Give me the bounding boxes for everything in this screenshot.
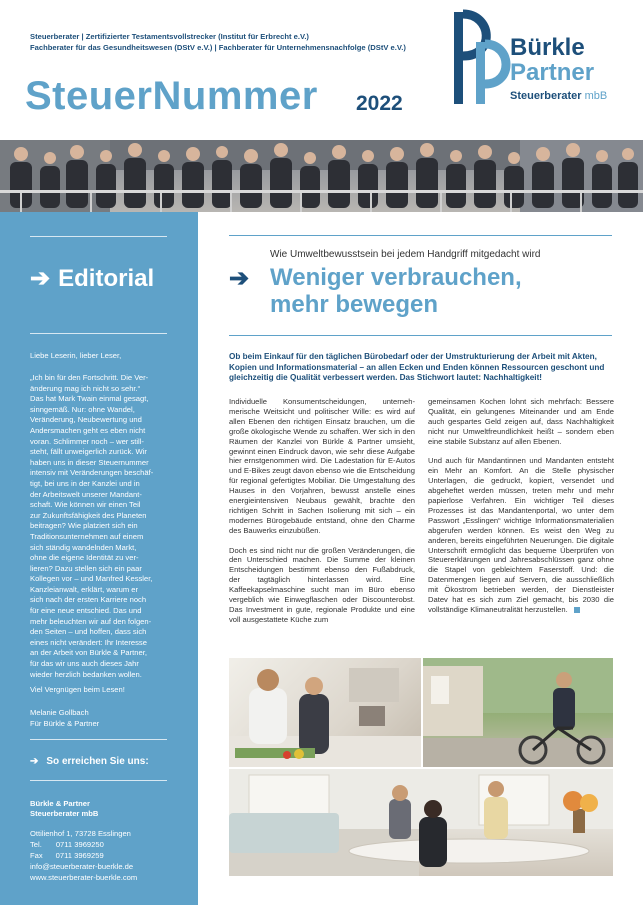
editorial-body-line: intensiv mit Veränderungen beschäf-: [30, 468, 154, 478]
editorial-body-line: voran. Schlimmer noch – wer still-: [30, 436, 144, 446]
credentials-line-1: Steuerberater | Zertifizierter Testamentsvollstrecker (Institut für Erbrecht e.V.): [30, 32, 309, 41]
logo-subtitle-suffix: mbB: [584, 90, 608, 102]
editorial-body-line: tigt, bei uns in der Kanzlei und in: [30, 478, 140, 488]
editorial-body-line: sich nach der ersten Karriere noch: [30, 595, 147, 605]
editorial-body-line: Das hat Mark Twain einmal gesagt,: [30, 394, 149, 404]
credentials: [30, 31, 450, 53]
photo-kitchen-illustration: [229, 658, 421, 767]
editorial-body-line: steht, fällt unweigerlich zurück. Wir: [30, 447, 147, 457]
divider: [30, 739, 167, 740]
phone-number[interactable]: 0711 3969250: [55, 840, 104, 849]
editorial-closing: Viel Vergnügen beim Lesen!: [30, 685, 125, 694]
logo-name-line-1: Bürkle: [510, 34, 585, 61]
editorial-body-line: ohne die eigene Identität zu ver-: [30, 553, 139, 563]
editorial-body-line: an der Arbeit von Bürkle & Partner,: [30, 648, 147, 658]
masthead: [0, 0, 643, 140]
editorial-heading: [30, 264, 154, 293]
firm-fax: [30, 851, 104, 862]
photo-kitchen: [229, 658, 421, 767]
photo-ebike-illustration: [423, 658, 613, 767]
editorial-body-line: Kanzleianwalt, erklärt, warum er: [30, 584, 139, 594]
photo-ebike: [423, 658, 613, 767]
editorial-body-line: der Arbeitswelt unserer Mandant-: [30, 489, 142, 499]
firm-email[interactable]: info@steuerberater-buerkle.de: [30, 862, 134, 871]
company-logo: [450, 8, 625, 114]
editorial-body-line: Traditionsunternehmen auf einem: [30, 531, 144, 541]
divider: [30, 333, 167, 334]
editorial-sidebar: [0, 212, 198, 905]
paragraph: gemeinsamen Kochen lohnt sich mehrfach: Bessere Qualität, ein gelungenes Miteinander und am Ende auch gespartes Geld zeigen auf, dass Nachhaltigkeit nicht nur Umweltfreundlichkeit heißt – sondern eben eine stabile Substanz auf allen Ebenen.: [428, 397, 614, 446]
headline-line-2: mehr bewegen: [270, 291, 439, 318]
article-headline: [270, 264, 522, 318]
editorial-greeting: Liebe Leserin, lieber Leser,: [30, 351, 122, 360]
paragraph-text: Und auch für Mandantinnen und Mandanten entsteht ein Mehr an Komfort. An die Stelle physischer Unterlagen, die gedruckt, kopiert, versendet und abgeheftet werden müssen, treten mehr und mehr papierlose Verfahren. Ein wichtiger Teil dieses Prozesses ist das Mandantenportal, wo unter dem Passwort „Esslingen“ wichtige Informationsmaterialien abgerufen werden können. Es weist den Weg zu anderen, bereits eingeführten Neuerungen. Die digitale Unterschrift ermöglicht das bequeme Überprüfen von Steuererklärungen und Jahresabschlüssen ganz ohne die Stapel von gebleichtem Faserstoff. Und: die Datenmengen liegen auf Servern, die ausschließlich mit Ökostrom betrieben werden, der Dienstleister Datev hat es sich zum Ziel gemacht, bis 2030 die vollständige Klimaneutralität herzustellen.: [428, 456, 614, 615]
arrow-right-icon: ➔: [229, 265, 250, 292]
editorial-body-line: „Ich bin für den Fortschritt. Die Ver-: [30, 373, 149, 382]
paragraph: Individuelle Konsumentscheidungen, unternehmerische Weitsicht und politischer Wille: es wird auf allen Ebenen den richtigen Einsatz brauchen, um die große ökologische Wende zu schaffen. Wer sich in den Räumen der Kanzlei von Bürkle & Partner umsieht, gewinnt einen Eindruck davon, wie sehr diese Aufgabe hier ernstgenommen wird. Die Ladestation für E-Autos und E-Bikes zeugt davon ebenso wie die Entscheidung für regional gefertigtes Mobiliar. Die Umgestaltung des Hauses in den Vorjahren, bewusst anstelle eines energieintensiven Neubaus gewählt, brachte den richtigen Schritt in Sachen Isolierung mit sich – ein modernes Bürogebäude entstand, ohne den Charme des Bauwerks einzubüßen.: [229, 397, 415, 535]
editorial-body-line: sich ständig wandelnden Markt,: [30, 542, 137, 552]
article-column-2: [428, 397, 614, 625]
editorial-body-line: schaft. Wie können wir einen Teil: [30, 500, 141, 510]
article-lead: Ob beim Einkauf für den täglichen Bürobedarf oder der Umstrukturierung der Arbeit mit Akten, Kopien und Informationsmaterial – an allen Ecken und Enden können Ressourcen geschont und gleichzeitig die Qualität verbessert werden. Das Stichwort lautet: Nachhaltigkeit!: [229, 352, 605, 383]
editorial-body-line: haben uns in dieser Steuernummer: [30, 457, 149, 467]
firm-website[interactable]: www.steuerberater-buerkle.com: [30, 873, 138, 882]
editorial-body-line: lieren? Dazu stellen sich ein paar: [30, 563, 142, 573]
paragraph: Doch es sind nicht nur die großen Veränderungen, die den Unterschied machen. Die Summe der kleinen Entscheidungen bestimmt ebenso den Fußabdruck, der tagtäglich hinterlassen wird. Eine Kaffeekapselmaschine sucht man im Büro ebenso vergeblich wie Einwegflaschen oder Discounterobst. Das Investment in gute, regionale Produkte und eine voll ausgestattete Küche zum: [229, 545, 415, 624]
editorial-body-line: Andersmachen geht es eben nicht: [30, 425, 146, 435]
article-column-1: [229, 397, 415, 635]
editorial-body-line: Kollegen vor – und Manfred Kessler,: [30, 574, 153, 584]
editorial-body-line: änderung mag ich nicht so sehr.“: [30, 383, 141, 393]
divider: [229, 335, 612, 336]
firm-type: Steuerberater mbB: [30, 809, 99, 818]
contact-heading: [30, 756, 149, 767]
firm-address: Ottilienhof 1, 73728 Esslingen: [30, 829, 131, 838]
signature-firm: Für Bürkle & Partner: [30, 719, 100, 728]
editorial-body-line: mehr beleuchten wir auf den folgen-: [30, 616, 152, 626]
arrow-right-icon: ➔: [30, 265, 51, 292]
team-photo: [0, 140, 643, 212]
divider: [229, 235, 612, 236]
editorial-body-line: beitragen? Wie platziert sich ein: [30, 521, 138, 531]
editorial-body-line: zur Zukunftsfähigkeit des Planeten: [30, 510, 147, 520]
editorial-heading-text: Editorial: [58, 265, 155, 292]
credentials-line-2: Fachberater für das Gesundheitswesen (DStV e.V.) | Fachberater für Unternehmensnachfolge (DStV e.V.): [30, 43, 406, 52]
end-mark-icon: [574, 607, 580, 613]
editorial-body: [30, 373, 172, 680]
divider: [30, 780, 167, 781]
editorial-body-line: wieder herzlich bedanken wollen.: [30, 669, 142, 679]
contact-heading-text: So erreichen Sie uns:: [46, 756, 149, 767]
editorial-body-line: den Seiten – und hoffen, dass sich: [30, 627, 147, 637]
editorial-body-line: für eine neue entschied. Das und: [30, 606, 142, 616]
arrow-right-icon: ➔: [30, 756, 39, 767]
editorial-body-line: für das wir uns auch dieses Jahr: [30, 659, 139, 669]
headline-line-1: Weniger verbrauchen,: [270, 264, 522, 291]
editorial-body-line: Veränderung, Neubewertung und: [30, 415, 142, 425]
signature-name: Melanie Gollbach: [30, 708, 89, 717]
firm-name: Bürkle & Partner: [30, 799, 90, 808]
fax-label: Fax: [30, 851, 43, 860]
article-kicker: Wie Umweltbewusstsein bei jedem Handgriff mitgedacht wird: [270, 249, 541, 260]
editorial-body-line: sinngemäß. Nur: ohne Wandel,: [30, 404, 135, 414]
photo-meeting-room-illustration: [229, 769, 613, 876]
firm-phone: [30, 840, 104, 851]
phone-label: Tel.: [30, 840, 42, 849]
paragraph: [428, 456, 614, 615]
team-photo-illustration: [0, 140, 643, 212]
logo-name-line-2: Partner: [510, 59, 595, 86]
publication-title: SteuerNummer: [25, 74, 318, 118]
logo-subtitle-text: Steuerberater: [510, 90, 582, 102]
publication-year: 2022: [356, 92, 403, 115]
photo-meeting-room: [229, 769, 613, 876]
logo-mark-icon: [450, 8, 512, 108]
logo-subtitle: [510, 90, 607, 102]
divider: [30, 236, 167, 237]
fax-number: 0711 3969259: [55, 851, 104, 860]
editorial-body-line: eines nicht verändert: Ihr Interesse: [30, 637, 147, 647]
